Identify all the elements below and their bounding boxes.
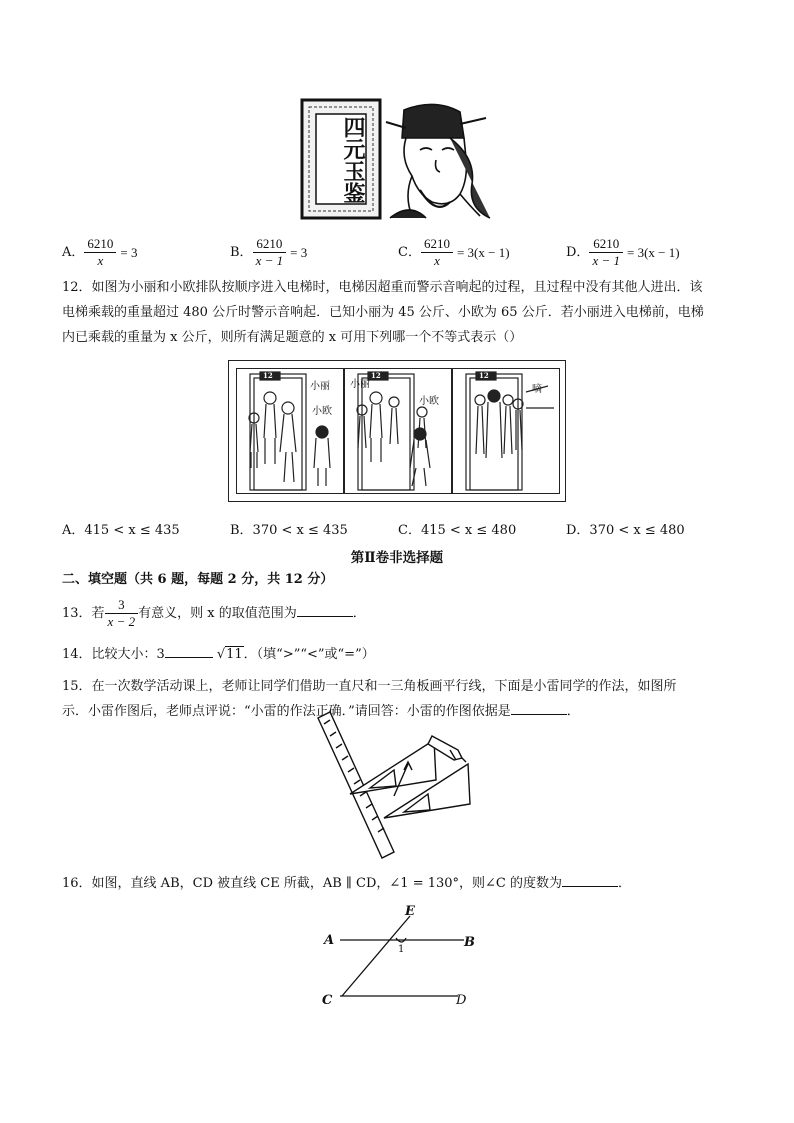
label-angle-1: 1 [398, 944, 405, 955]
q13-line: 13．若 $\frac{3}{x - 2}$ 有意义，则 x 的取值范围为 ． [62, 597, 366, 629]
comic-drawings [236, 368, 560, 494]
q11-option-b[interactable]: B． $\frac{6210}{x - 1}$ = 3 [230, 236, 308, 268]
label-xiaoou-1: 小欧 [312, 406, 332, 417]
elevator-sign-2: 12 [371, 371, 381, 380]
seal-text: 四元玉鉴 [340, 116, 366, 204]
elevator-sign-3: 12 [479, 371, 489, 380]
q11-option-c[interactable]: C． $\frac{6210}{x}$ = 3(x − 1) [398, 236, 510, 268]
fraction: $\frac{6210}{x}$ [84, 236, 116, 269]
fraction: $\frac{3}{x - 2}$ [105, 597, 139, 630]
q15-ruler-triangle-figure [310, 710, 478, 860]
q15-answer-blank[interactable] [511, 702, 567, 715]
label-xiaoou-2: 小欧 [419, 396, 439, 407]
q12-line-3: 内已乘载的重量为 x 公斤，则所有满足题意的 x 可用下列哪一个不等式表示（） [62, 330, 523, 345]
volume-title: 第Ⅱ卷非选择题 [350, 550, 444, 566]
label-xiaoli-2: 小丽 [350, 379, 370, 390]
q12-line-1: 12．如图为小丽和小欧排队按顺序进入电梯时，电梯因超重而警示音响起的过程，且过程中没有其他人进出．该 [62, 280, 703, 295]
q12-line-2: 电梯乘载的重量超过 480 公斤时警示音响起．已知小丽为 45 公斤、小欧为 65 公斤．若小丽进入电梯前，电梯 [62, 305, 704, 320]
label-a: A [324, 933, 335, 948]
fill-in-heading: 二、填空题（共 6 题，每题 2 分，共 12 分） [62, 572, 334, 587]
q11-option-d[interactable]: D． $\frac{6210}{x - 1}$ = 3(x − 1) [566, 236, 680, 268]
q14-answer-blank[interactable] [165, 645, 213, 658]
label-xiaoli-1: 小丽 [310, 381, 330, 392]
q15-line-2: 示．小雷作图后，老师点评说：“小雷的作法正确．”请回答：小雷的作图依据是 ． [62, 704, 580, 719]
label-d: D [456, 993, 467, 1008]
q14-line: 14．比较大小：3 √11．（填“>”“<”或“=”） [62, 647, 375, 662]
q12-option-b[interactable]: B．370 < x ≤ 435 [230, 523, 348, 538]
q12-option-d[interactable]: D．370 < x ≤ 480 [566, 523, 685, 538]
fraction: $\frac{6210}{x}$ [421, 236, 453, 269]
q12-option-a[interactable]: A．415 < x ≤ 435 [62, 523, 180, 538]
label-beep-3: 嘀 [532, 384, 542, 395]
q16-line: 16．如图，直线 AB，CD 被直线 CE 所截，AB ∥ CD，∠1 = 130°，则∠C 的度数为 ． [62, 876, 632, 891]
line-ce [342, 916, 410, 996]
label-e: E [405, 904, 415, 919]
philosopher-portrait [386, 104, 490, 218]
fraction: $\frac{6210}{x - 1}$ [253, 236, 287, 269]
q13-answer-blank[interactable] [297, 604, 353, 617]
q16-answer-blank[interactable] [562, 874, 618, 887]
q11-option-a[interactable]: A． $\frac{6210}{x}$ = 3 [62, 236, 138, 268]
label-b: B [464, 935, 475, 950]
q15-line-1: 15．在一次数学活动课上，老师让同学们借助一直尺和一三角板画平行线，下面是小雷同学的作法，如图所 [62, 679, 677, 694]
fraction: $\frac{6210}{x - 1}$ [589, 236, 623, 269]
elevator-sign-1: 12 [263, 371, 273, 380]
q16-parallel-lines-figure [318, 900, 478, 1012]
q12-option-c[interactable]: C．415 < x ≤ 480 [398, 523, 517, 538]
label-c: C [322, 993, 333, 1008]
sqrt-sign: √ [216, 647, 226, 662]
